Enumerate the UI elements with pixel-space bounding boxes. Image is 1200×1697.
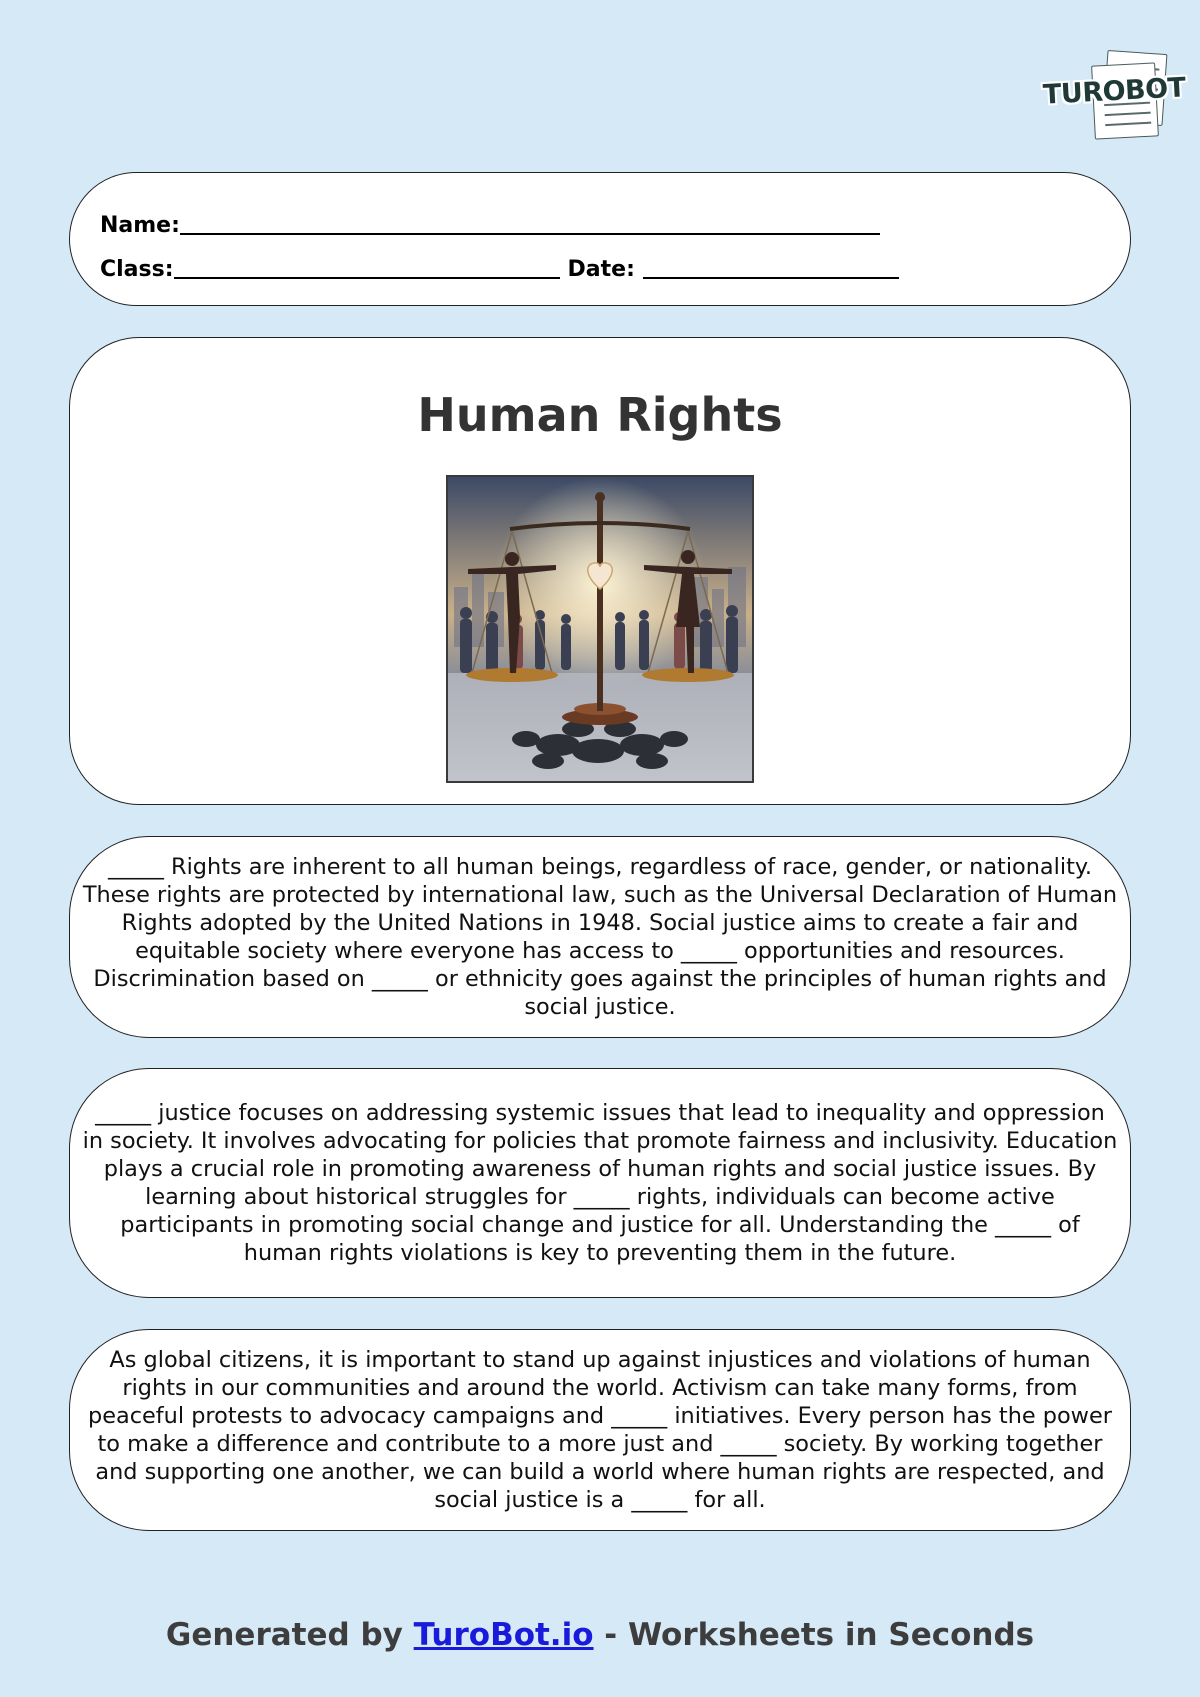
footer — [0, 1617, 1200, 1653]
title-card — [69, 337, 1131, 805]
paragraph-card-3 — [69, 1329, 1131, 1531]
paragraph-card-2 — [69, 1068, 1131, 1298]
class-date-row — [100, 255, 899, 282]
illustration-svg — [448, 477, 752, 781]
name-blank[interactable] — [180, 211, 880, 235]
paragraph-text-2: _____ justice focuses on addressing systemic issues that lead to inequality and oppression in society. It involves advocating for policies that promote fairness and inclusivity. Education plays a crucial role in promoting awareness of human rights and social justice issues. By learning about historical struggles for _____ rights, individuals can become active participants in promoting social change and justice for all. Understanding the _____ of human rights violations is key to preventing them in the future. — [82, 1100, 1118, 1266]
footer-prefix: Generated by — [165, 1617, 414, 1653]
paragraph-text-3: As global citizens, it is important to stand up against injustices and violations of human rights in our communities and around the world. Activism can take many forms, from peaceful protests to advocacy campaigns and _____ initiatives. Every person has the power to make a difference and contribute to a more just and _____ society. By working together and supporting one another, we can build a world where human rights are respected, and social justice is a _____ for all. — [88, 1347, 1112, 1513]
worksheet-title: Human Rights — [417, 388, 783, 442]
turobot-link[interactable]: TuroBot.io — [413, 1617, 594, 1653]
logo-text: TUROBOT — [1042, 72, 1187, 111]
name-row — [100, 211, 880, 238]
turobot-logo — [1042, 52, 1187, 138]
paragraph-text-1: _____ Rights are inherent to all human beings, regardless of race, gender, or nationality. These rights are protected by international law, such as the Universal Declaration of Human Rights adopted by the United Nations in 1948. Social justice aims to create a fair and equitable society where everyone has access to _____ opportunities and resources. Discrimination based on _____ or ethnicity goes against the principles of human rights and social justice. — [82, 854, 1118, 1020]
scales-of-justice-illustration — [446, 475, 754, 783]
class-blank[interactable] — [174, 255, 560, 279]
class-label: Class: — [100, 257, 174, 282]
name-label: Name: — [100, 213, 180, 238]
footer-suffix: - Worksheets in Seconds — [593, 1617, 1035, 1653]
student-info-card — [69, 172, 1131, 306]
date-blank[interactable] — [643, 255, 899, 279]
paragraph-card-1 — [69, 836, 1131, 1038]
date-label: Date: — [567, 257, 635, 282]
